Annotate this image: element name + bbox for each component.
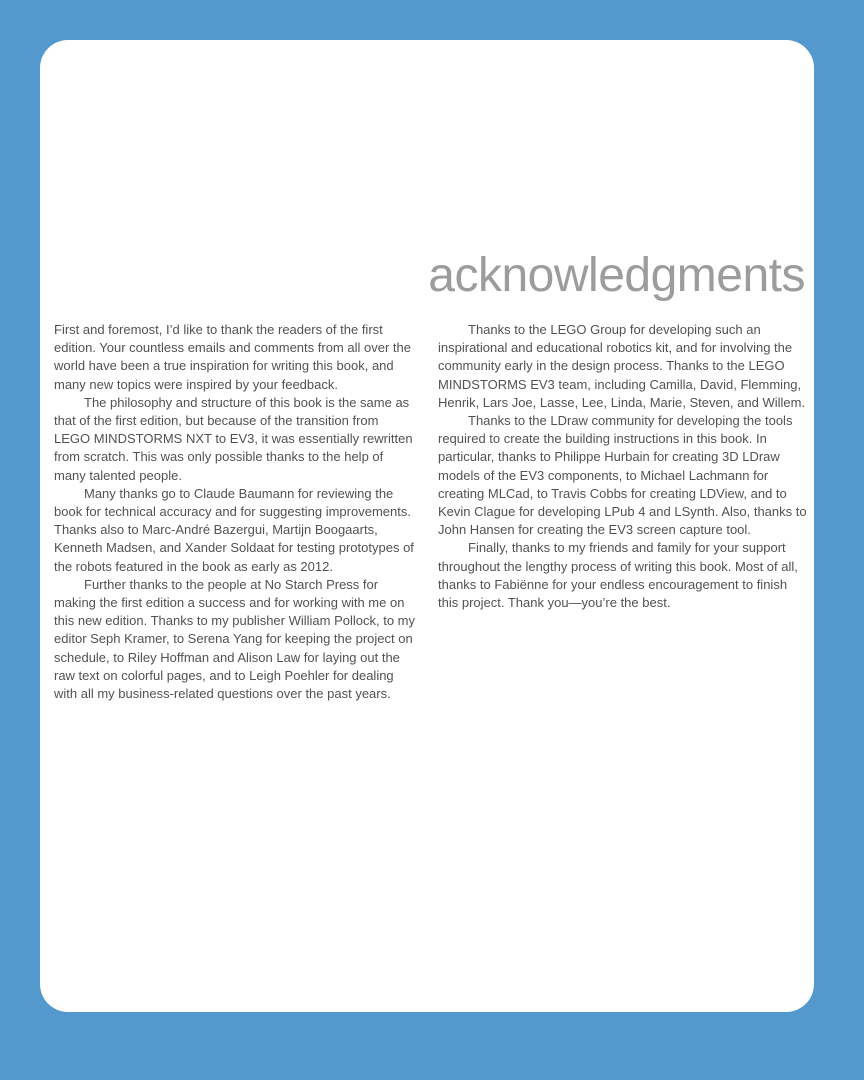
paragraph: Many thanks go to Claude Baumann for reviewing the book for technical accuracy and for suggesting improvements. Thanks also to Marc-André Bazergui, Martijn Boogaarts, Kenneth Madsen, and Xander Soldaat for testing prototypes of the robots featured in the book as early as 2012. bbox=[54, 485, 414, 574]
left-column bbox=[54, 321, 415, 703]
paragraph: Thanks to the LEGO Group for developing such an inspirational and educational robotics kit, and for involving the community early in the design process. Thanks to the LEGO MINDSTORMS EV3 team, including Camilla, David, Flemming, Henrik, Lars Joe, Lasse, Lee, Linda, Marie, Steven, and Willem. bbox=[438, 322, 806, 410]
paragraph: The philosophy and structure of this book is the same as that of the first edition, but because of the transition from LEGO MINDSTORMS NXT to EV3, it was essentially rewritten from scratch. This was only possible thanks to the help of many talented people. bbox=[54, 394, 413, 483]
right-column bbox=[438, 321, 807, 703]
paragraph: First and foremost, I’d like to thank the readers of the first edition. Your countless emails and comments from all over the world have been a true inspiration for writing this book, and many new topics were inspired by your feedback. bbox=[54, 322, 411, 392]
paragraph: Thanks to the LDraw community for developing the tools required to create the building instructions in this book. In particular, thanks to Philippe Hurbain for creating 3D LDraw models of the EV3 components, to Michael Lachmann for creating MLCad, to Travis Cobbs for creating LDView, and to Kevin Clague for developing LPub 4 and LSynth. Also, thanks to John Hansen for creating the EV3 screen capture tool. bbox=[438, 413, 807, 538]
body-text-columns bbox=[54, 321, 806, 703]
paragraph: Further thanks to the people at No Starch Press for making the first edition a success and for working with me on this new edition. Thanks to my publisher William Pollock, to my editor Seph Kramer, to Serena Yang for keeping the project on schedule, to Riley Hoffman and Alison Law for laying out the raw text on colorful pages, and to Leigh Poehler for dealing with all my business-related questions over the past years. bbox=[54, 576, 416, 702]
page-title: acknowledgments bbox=[428, 249, 805, 302]
page-paper bbox=[40, 40, 814, 1012]
paragraph: Finally, thanks to my friends and family for your support throughout the lengthy process of writing this book. Most of all, thanks to Fabiënne for your endless encouragement to finish this project. Thank you—you’re the best. bbox=[438, 540, 798, 611]
